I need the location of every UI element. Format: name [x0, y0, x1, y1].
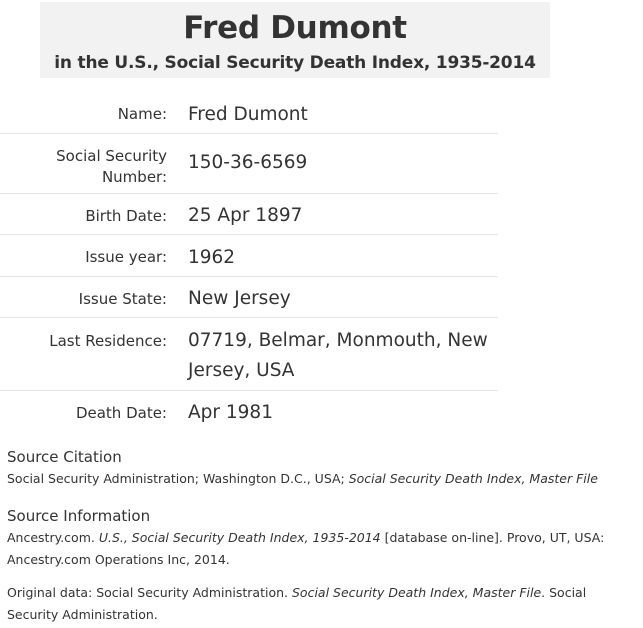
death-date-label: Death Date:	[75, 404, 167, 422]
record-row-issue-year	[0, 235, 498, 277]
name-value: Fred Dumont	[188, 104, 308, 125]
record-row-death-date	[0, 391, 498, 433]
source-information-heading: Source Information	[7, 507, 151, 525]
source-citation-heading: Source Citation	[7, 448, 122, 466]
ssn-value: 150-36-6569	[188, 152, 308, 173]
issue-state-value: New Jersey	[188, 288, 291, 309]
source-information-text	[7, 527, 639, 571]
ssn-label-line2: Number:	[101, 168, 167, 186]
original-data-part3: . Social Security Administration.	[7, 585, 587, 622]
source-citation-italic: Social Security Death Index, Master File	[348, 471, 598, 486]
issue-year-label: Issue year:	[85, 248, 167, 266]
record-row-name	[0, 92, 498, 134]
person-name-title: Fred Dumont	[183, 10, 407, 46]
original-data-text	[7, 582, 639, 626]
death-date-value: Apr 1981	[188, 402, 273, 423]
source-info-part2: U.S., Social Security Death Index, 1935-2014	[98, 530, 381, 545]
birth-date-value: 25 Apr 1897	[188, 205, 303, 226]
birth-date-label: Birth Date:	[85, 207, 167, 225]
record-row-last-residence	[0, 318, 498, 391]
original-data-part2: Social Security Death Index, Master File	[291, 585, 542, 600]
original-data-part1: Original data: Social Security Administration.	[7, 585, 292, 600]
ssn-label	[0, 134, 167, 188]
source-citation-section	[7, 448, 639, 490]
source-info-part1: Ancestry.com.	[7, 530, 99, 545]
collection-title: in the U.S., Social Security Death Index, 1935-2014	[54, 53, 536, 73]
record-details-table	[0, 92, 498, 433]
source-citation-plain: Social Security Administration; Washington D.C., USA;	[7, 471, 349, 486]
record-row-birth-date	[0, 194, 498, 235]
last-residence-value: 07719, Belmar, Monmouth, New Jersey, USA	[188, 330, 488, 381]
source-information-section	[7, 507, 639, 571]
source-info-part3: [database on-line]. Provo, UT, USA: Ancestry.com Operations Inc, 2014.	[7, 530, 605, 567]
issue-year-value: 1962	[188, 247, 236, 268]
last-residence-label: Last Residence:	[49, 332, 167, 350]
record-row-issue-state	[0, 277, 498, 318]
name-label: Name:	[117, 105, 167, 123]
issue-state-label: Issue State:	[78, 290, 167, 308]
original-data-section	[7, 582, 639, 626]
record-row-ssn	[0, 134, 498, 194]
source-citation-text	[7, 468, 639, 490]
record-header	[40, 2, 550, 78]
ssn-label-line1: Social Security	[56, 147, 167, 165]
